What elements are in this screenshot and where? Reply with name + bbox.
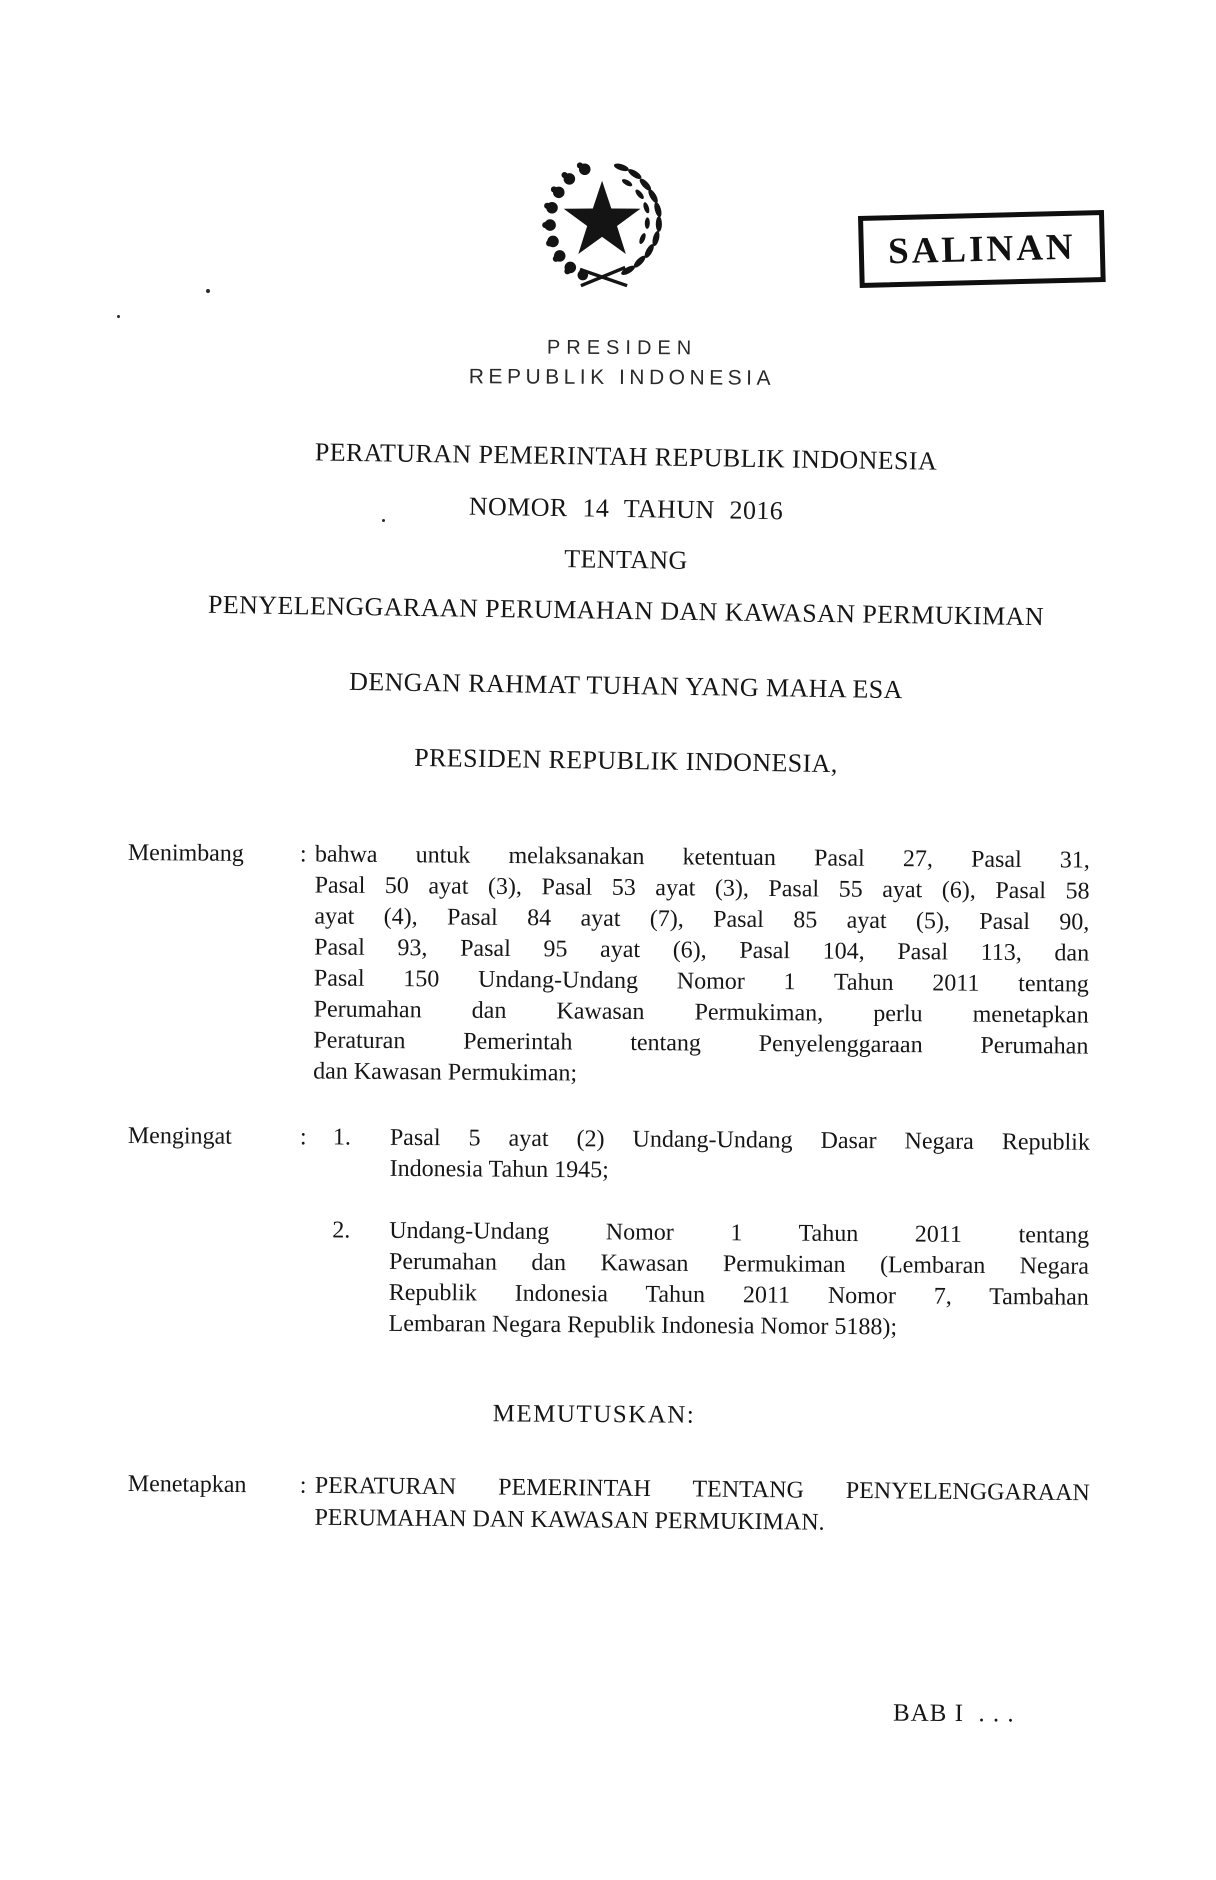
menetapkan-label: Menetapkan: [127, 1470, 247, 1499]
menimbang-text: [313, 839, 1090, 1093]
list-item-number: 1.: [332, 1124, 351, 1151]
invocation-line: DENGAN RAHMAT TUHAN YANG MAHA ESA: [348, 666, 904, 705]
list-item-number: 2.: [332, 1217, 351, 1244]
menimbang-line: Perumahan dan Kawasan Permukiman, perlu menetapkan: [313, 996, 1089, 1029]
scan-noise-dot: [382, 519, 385, 522]
mengingat-line: Pasal 5 ayat (2) Undang-Undang Dasar Negara Republik: [389, 1124, 1090, 1156]
menimbang-line: bahwa untuk melaksanakan ketentuan Pasal 27, Pasal 31,: [314, 841, 1090, 874]
scan-noise-dot: [206, 289, 210, 293]
list-item-text: [388, 1216, 1089, 1345]
authority-line: PRESIDEN REPUBLIK INDONESIA,: [413, 742, 838, 779]
list-item: [128, 1121, 1090, 1190]
salinan-stamp-label: SALINAN: [887, 226, 1077, 272]
menetapkan-line: PERUMAHAN DAN KAWASAN PERMUKIMAN.: [314, 1504, 825, 1536]
menimbang-line: Pasal 93, Pasal 95 ayat (6), Pasal 104, Pasal 113, dan: [314, 934, 1090, 967]
menimbang-colon: :: [299, 841, 307, 868]
mengingat-line: Perumahan dan Kawasan Permukiman (Lembaran Negara: [388, 1248, 1090, 1280]
menetapkan-clause: [127, 1468, 1090, 1541]
page-continuation-marker: BAB I . . .: [892, 1699, 1015, 1728]
star-wreath-icon: [527, 148, 681, 306]
menimbang-line: Pasal 50 ayat (3), Pasal 53 ayat (3), Pasal 55 ayat (6), Pasal 58: [314, 872, 1090, 905]
regulation-number: NOMOR 14 TAHUN 2016: [468, 491, 784, 526]
menimbang-line: Peraturan Pemerintah tentang Penyelenggaraan Perumahan: [313, 1027, 1089, 1060]
mengingat-line: Indonesia Tahun 1945;: [389, 1155, 609, 1184]
mengingat-colon: :: [299, 1124, 307, 1151]
menimbang-line: Pasal 150 Undang-Undang Nomor 1 Tahun 2011 tentang: [313, 965, 1089, 998]
menimbang-line: ayat (4), Pasal 84 ayat (7), Pasal 85 ayat (5), Pasal 90,: [314, 903, 1090, 936]
regulation-subject: PENYELENGGARAAN PERUMAHAN DAN KAWASAN PERMUKIMAN: [207, 589, 1045, 632]
letterhead-republik-indonesia: REPUBLIK INDONESIA: [468, 365, 776, 390]
mengingat-line: Lembaran Negara Republik Indonesia Nomor 5188);: [388, 1310, 898, 1341]
mengingat-clause: [126, 1121, 1089, 1345]
mengingat-line: Undang-Undang Nomor 1 Tahun 2011 tentang: [389, 1217, 1090, 1249]
mengingat-label: Mengingat: [127, 1123, 232, 1150]
tentang-heading: TENTANG: [564, 544, 688, 575]
menetapkan-line: PERATURAN PEMERINTAH TENTANG PENYELENGGARAAN: [314, 1472, 1090, 1507]
list-item-text: [390, 1123, 1090, 1190]
letterhead-presiden: PRESIDEN: [546, 336, 698, 360]
menetapkan-text: [314, 1470, 1090, 1541]
menimbang-clause: [126, 838, 1090, 1094]
menimbang-label: Menimbang: [127, 839, 244, 867]
memutuskan-heading: MEMUTUSKAN:: [492, 1400, 696, 1429]
mengingat-line: Republik Indonesia Tahun 2011 Nomor 7, Tambahan: [388, 1279, 1089, 1311]
regulation-title: PERATURAN PEMERINTAH REPUBLIK INDONESIA: [314, 437, 938, 476]
letterhead: [14, 334, 1216, 393]
salinan-stamp: [858, 210, 1106, 288]
presidential-star-emblem: [527, 148, 681, 306]
scan-noise-dot: [117, 315, 120, 318]
list-item: [126, 1214, 1089, 1345]
menetapkan-colon: :: [299, 1472, 307, 1499]
menimbang-line: dan Kawasan Permukiman;: [313, 1058, 578, 1087]
